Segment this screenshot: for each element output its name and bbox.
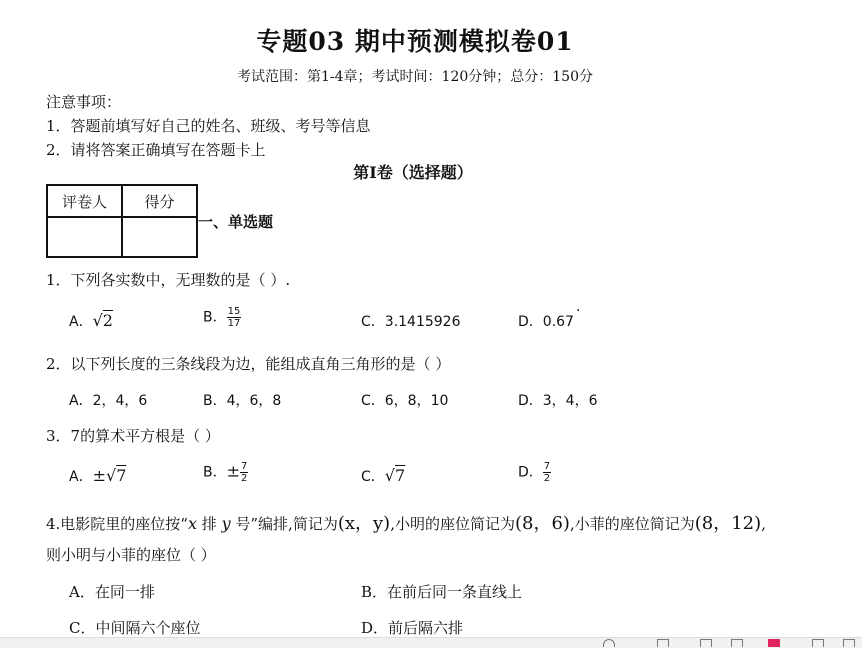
play-icon[interactable] — [768, 639, 780, 647]
q2-option-d: D．3，4，6 — [518, 393, 598, 409]
fullscreen-icon[interactable] — [843, 639, 855, 647]
fit-page-icon[interactable] — [812, 639, 824, 647]
score-table-grader-cell — [47, 217, 122, 257]
document-title: 专题03 期中预测模拟卷01 — [256, 27, 574, 56]
zoom-icon[interactable] — [603, 639, 615, 647]
notes-title: 注意事项： — [46, 93, 122, 111]
q3-option-d: D． $\frac{7}{2}$ — [518, 461, 551, 484]
q1-option-d: D．0.67 · — [518, 303, 581, 330]
score-table — [46, 184, 198, 258]
two-page-icon[interactable] — [731, 639, 743, 647]
question-1-stem: 1．下列各实数中，无理数的是（ ）. — [46, 271, 291, 289]
section-title: 第I卷（选择题） — [353, 163, 473, 182]
q3-option-b: B．± $\frac{7}{2}$ — [203, 461, 248, 484]
q2-option-c: C．6，8，10 — [361, 393, 449, 409]
q2-option-a: A．2，4，6 — [69, 393, 148, 409]
score-table-score-cell — [122, 217, 197, 257]
single-page-icon[interactable] — [700, 639, 712, 647]
note-item-2: 2．请将答案正确填写在答题卡上 — [46, 141, 266, 159]
q3-option-c: C．√7 — [361, 466, 406, 485]
q4-option-a: A．在同一排 — [69, 583, 155, 601]
repeating-dot: · — [576, 303, 581, 319]
q2-option-b: B．4，6，8 — [203, 393, 282, 409]
q4-option-d: D．前后隔六排 — [361, 619, 464, 637]
q1-option-a: A．√2 — [69, 311, 113, 330]
exam-info: 考试范围：第1-4章；考试时间：120分钟；总分：150分 — [237, 69, 593, 85]
score-table-score-header: 得分 — [122, 185, 197, 217]
question-4-stem: 4.电影院里的座位按“x 排 y 号”编排,简记为(x，y),小明的座位简记为(8，6),小菲的座位简记为(8，12), — [46, 513, 766, 534]
score-table-grader-header: 评卷人 — [47, 185, 122, 217]
q4-option-b: B．在前后同一条直线上 — [361, 583, 523, 601]
part-heading: 一、单选题 — [198, 213, 274, 231]
note-item-1: 1．答题前填写好自己的姓名、班级、考号等信息 — [46, 117, 371, 135]
q1-option-b: B． $\frac{15}{17}$ — [203, 306, 241, 329]
page-view-icon[interactable] — [657, 639, 669, 647]
question-2-stem: 2．以下列长度的三条线段为边，能组成直角三角形的是（ ） — [46, 355, 451, 373]
q4-option-c: C．中间隔六个座位 — [69, 619, 201, 637]
q3-option-a: A．±√7 — [69, 466, 127, 485]
question-4-stem-line2: 则小明与小菲的座位（ ） — [46, 546, 216, 564]
q1-option-c: C．3.1415926 — [361, 314, 461, 330]
question-3-stem: 3．7的算术平方根是（ ） — [46, 427, 220, 445]
